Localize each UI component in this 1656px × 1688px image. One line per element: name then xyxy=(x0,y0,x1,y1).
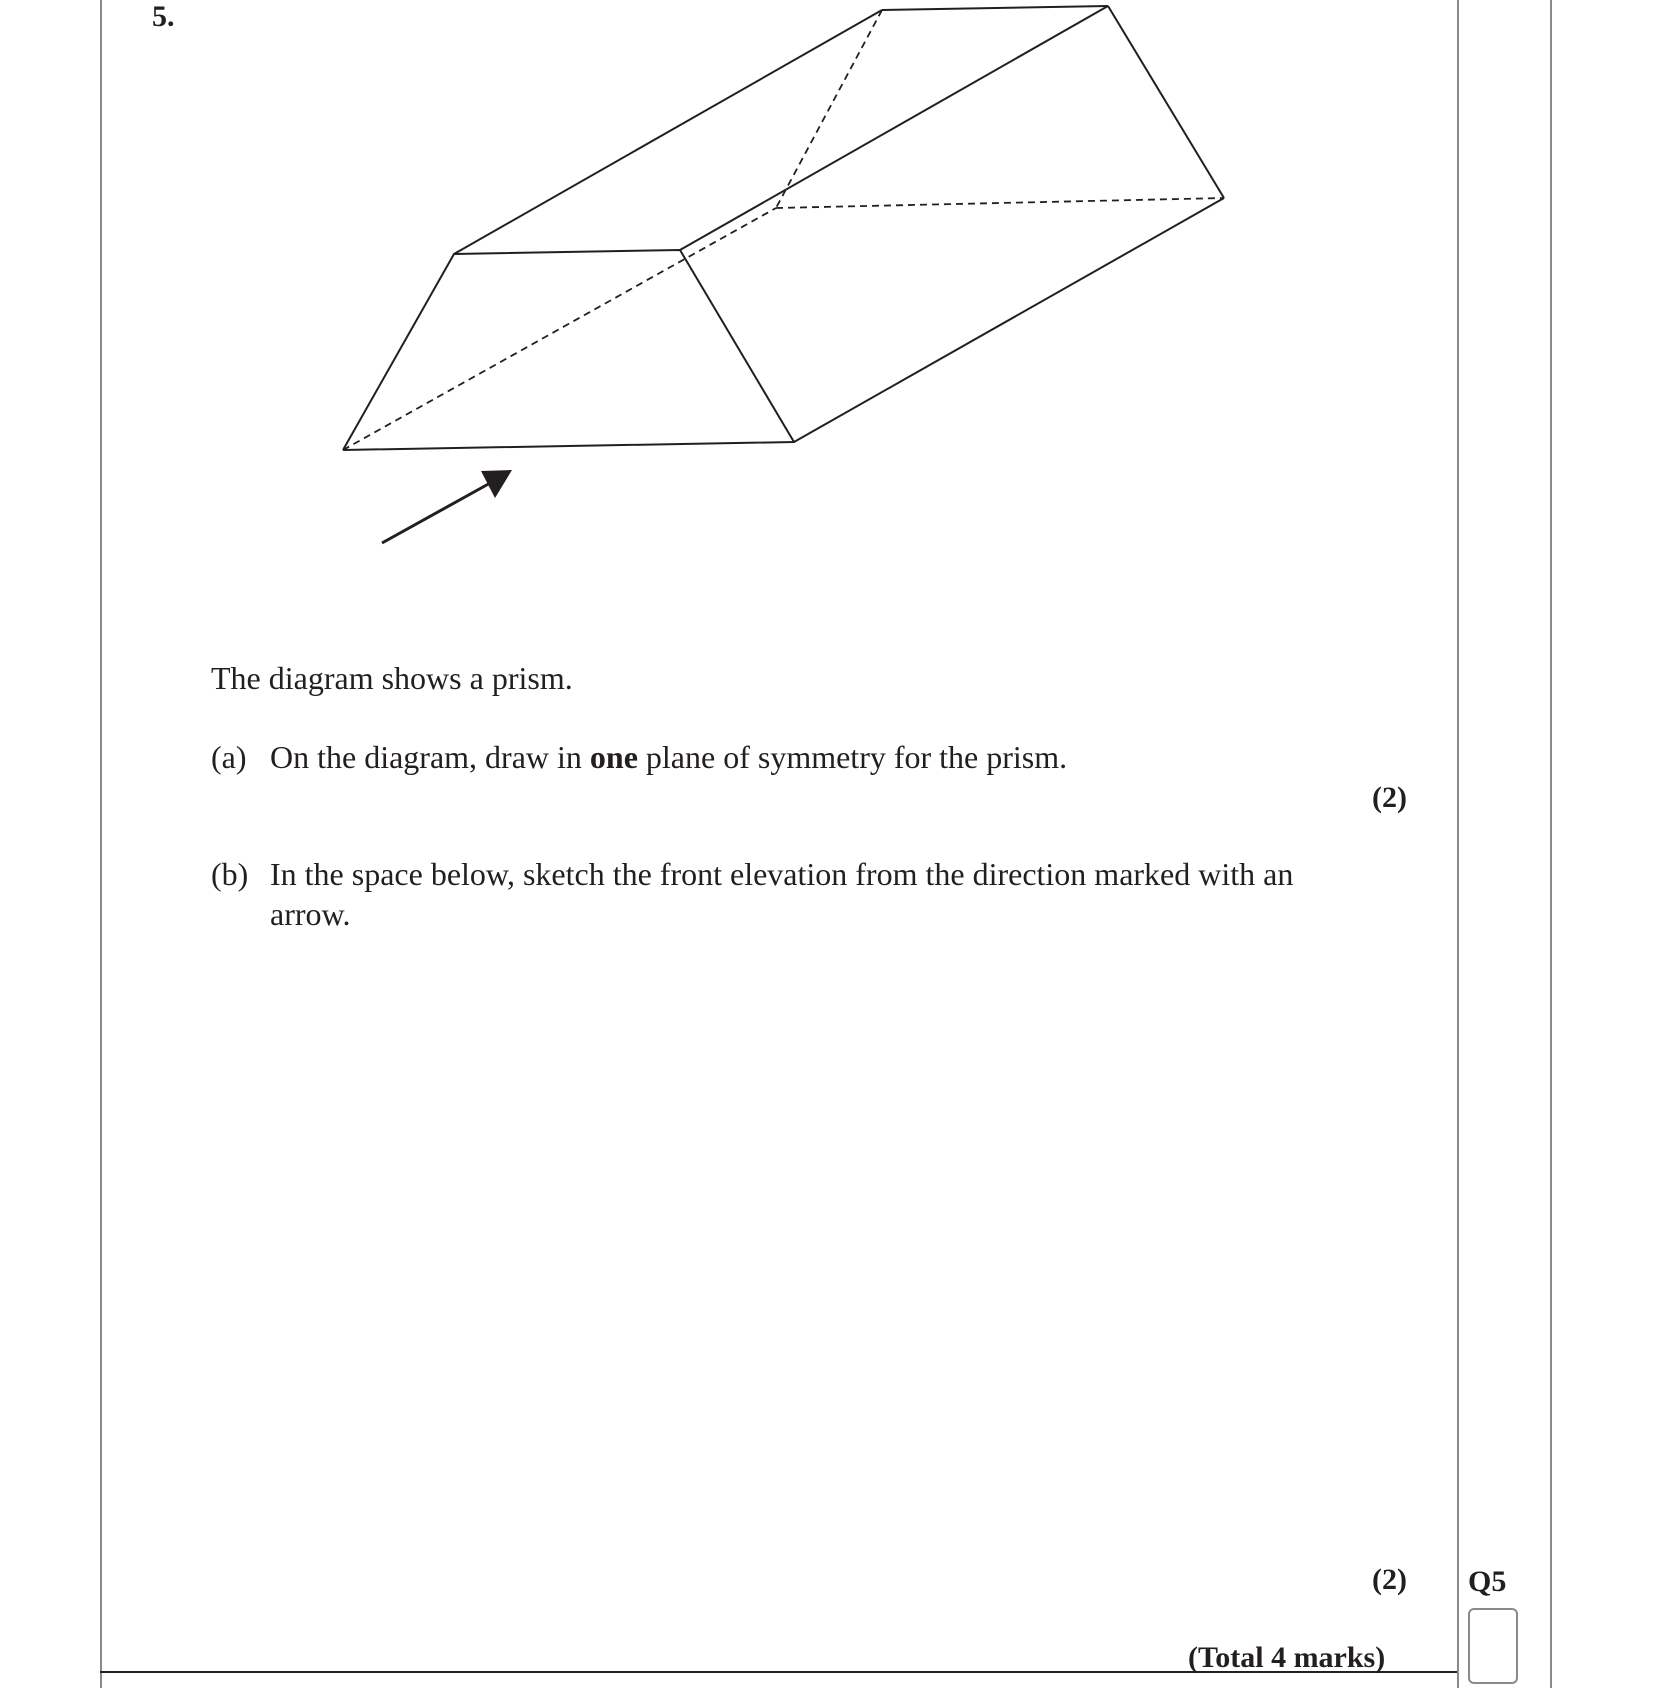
part-a-text xyxy=(270,737,1067,777)
question-intro: The diagram shows a prism. xyxy=(211,660,573,696)
part-b-marks: (2) xyxy=(1372,1563,1407,1596)
question-box-label: Q5 xyxy=(1468,1565,1507,1598)
prism-back-right-edge xyxy=(1108,6,1224,198)
part-a-label: (a) xyxy=(211,739,247,775)
prism-back-top-edge xyxy=(882,6,1108,10)
prism-front-face xyxy=(343,250,794,450)
part-b-line-1: In the space below, sketch the front elevation from the direction marked with an xyxy=(270,856,1294,892)
prism-hidden-edge-bottom-left xyxy=(343,208,776,450)
prism-edge-top-left xyxy=(454,10,882,254)
sketch-answer-space[interactable] xyxy=(211,950,1391,1550)
part-b-line-2: arrow. xyxy=(270,896,351,932)
arrow-shaft xyxy=(382,482,492,543)
part-a-marks: (2) xyxy=(1372,781,1407,814)
examiner-mark-box xyxy=(1468,1608,1518,1684)
prism-hidden-back-bottom-edge xyxy=(776,198,1224,208)
part-a-text-bold: one xyxy=(589,739,638,775)
prism-edge-top-right xyxy=(680,6,1108,250)
part-a-text-after: plane of symmetry for the prism. xyxy=(637,739,1068,775)
part-a-text-before: On the diagram, draw in xyxy=(270,739,590,775)
direction-arrow xyxy=(382,470,512,543)
question-number: 5. xyxy=(152,0,175,33)
prism-diagram xyxy=(0,0,1656,560)
part-b-label: (b) xyxy=(211,856,249,892)
prism-edge-bottom-right xyxy=(794,198,1224,442)
total-marks: (Total 4 marks) xyxy=(1188,1641,1386,1674)
